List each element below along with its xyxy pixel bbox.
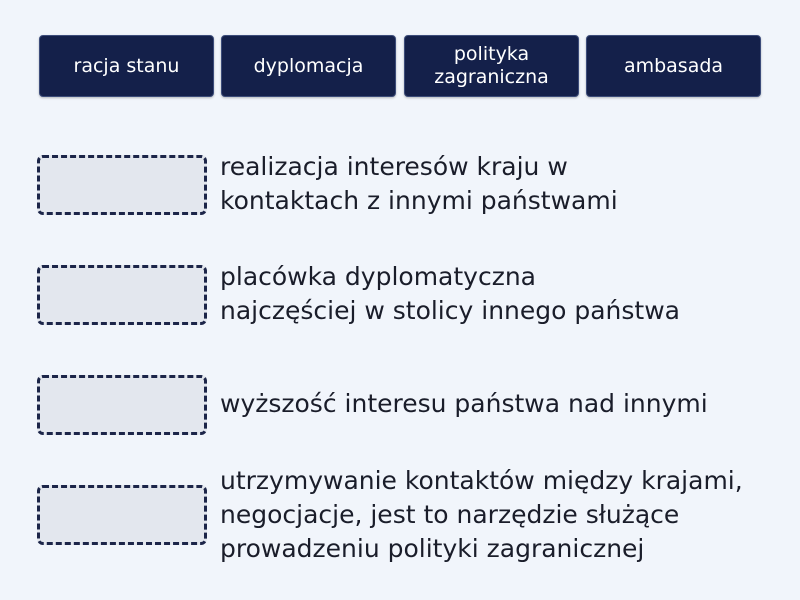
tile-polityka-zagraniczna[interactable] xyxy=(404,35,579,97)
definition-line: kontaktach z innymi państwami xyxy=(220,186,618,215)
tile-ambasada[interactable] xyxy=(586,35,761,97)
tile-dyplomacja[interactable] xyxy=(221,35,396,97)
drop-zone-3[interactable] xyxy=(37,375,207,435)
tile-label: ambasada xyxy=(623,54,724,77)
tile-racja-stanu[interactable] xyxy=(39,35,214,97)
drop-zone-1[interactable] xyxy=(37,155,207,215)
definition-line: wyższość interesu państwa nad innymi xyxy=(220,389,708,418)
definition-line: placówka dyplomatyczna xyxy=(220,262,537,291)
definition-2 xyxy=(220,260,680,328)
drop-zone-4[interactable] xyxy=(37,485,207,545)
definition-line: realizacja interesów kraju w xyxy=(220,152,568,181)
tile-label: racja stanu xyxy=(73,54,180,77)
definition-line: utrzymywanie kontaktów między krajami, xyxy=(220,466,743,495)
drop-zone-2[interactable] xyxy=(37,265,207,325)
definition-line: prowadzeniu polityki zagranicznej xyxy=(220,534,645,563)
tile-label-line2: zagraniczna xyxy=(434,66,549,88)
tile-label: dyplomacja xyxy=(253,54,364,77)
definition-line: najczęściej w stolicy innego państwa xyxy=(220,296,680,325)
definition-1 xyxy=(220,150,618,218)
definition-3 xyxy=(220,387,708,421)
definition-line: negocjacje, jest to narzędzie służące xyxy=(220,500,680,529)
definition-4 xyxy=(220,464,743,566)
tile-label-line1: polityka xyxy=(453,43,530,65)
